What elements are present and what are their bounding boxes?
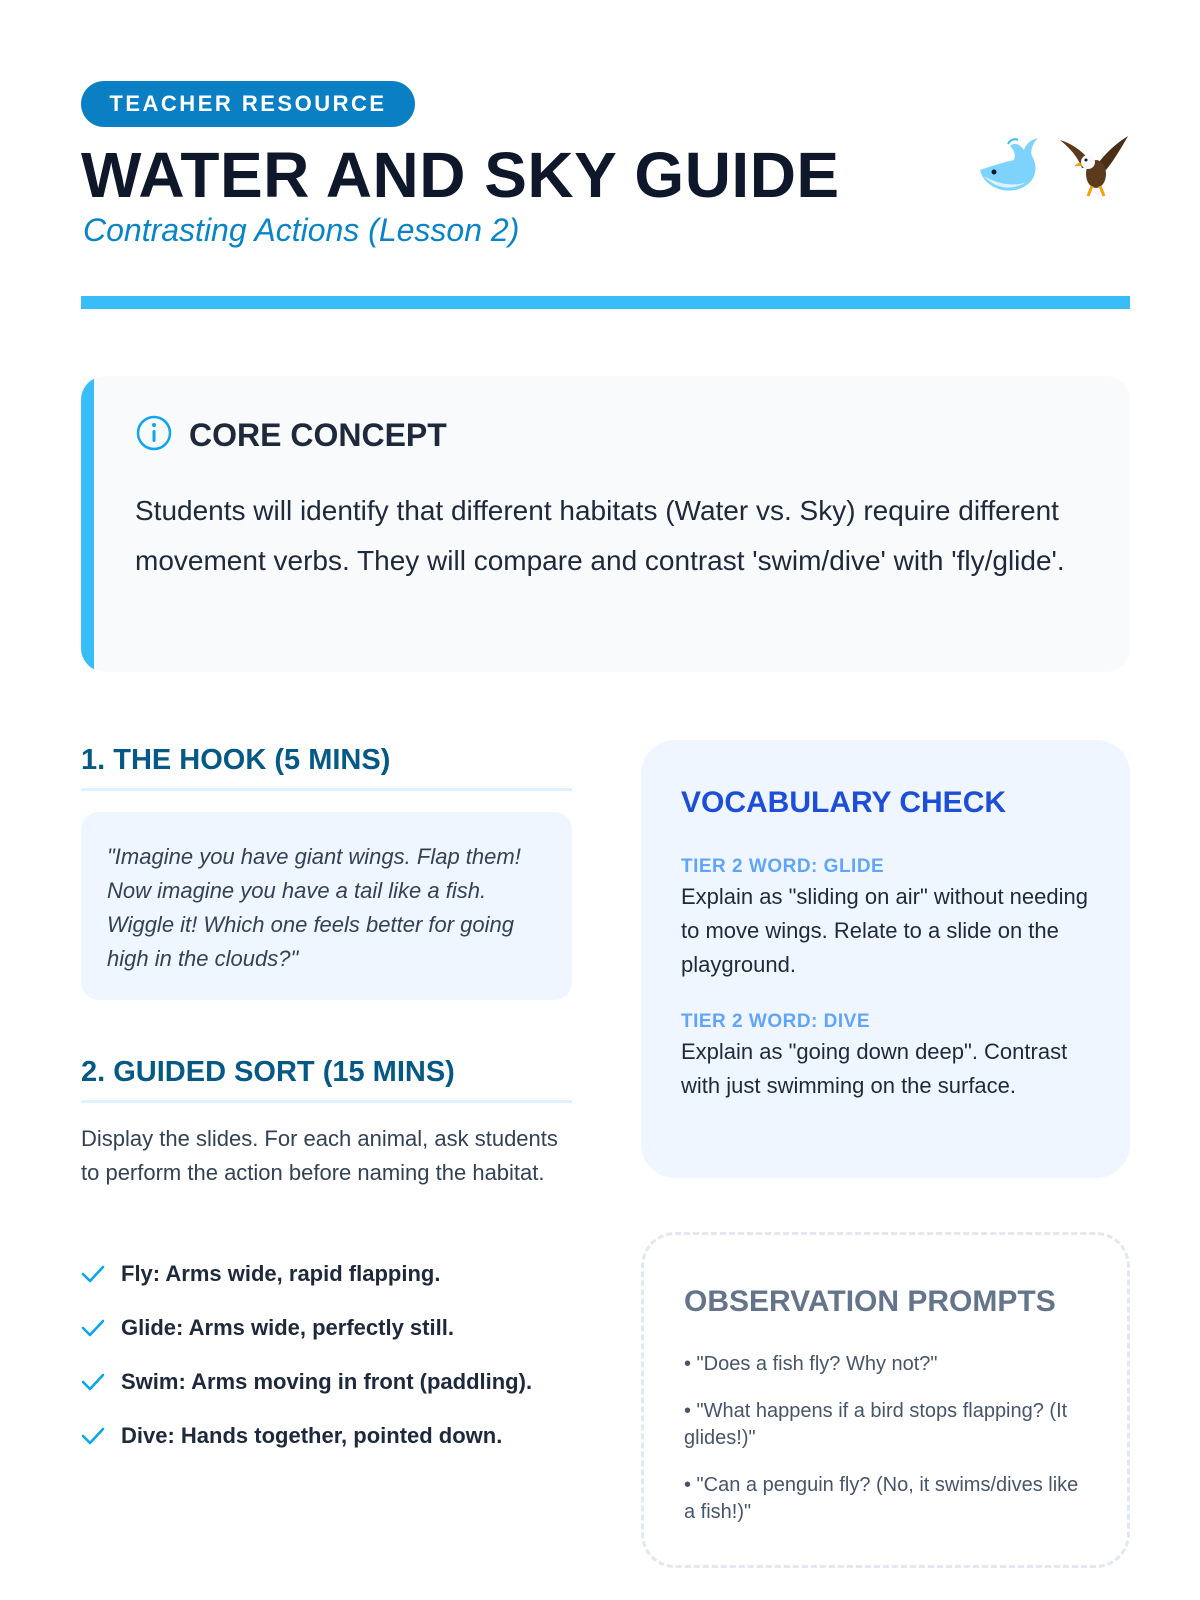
checklist-item-text: Fly: Arms wide, rapid flapping. xyxy=(121,1261,441,1286)
vocabulary-card xyxy=(641,740,1130,1178)
checklist-item-text: Swim: Arms moving in front (paddling). xyxy=(121,1369,533,1394)
checklist-item-text: Glide: Arms wide, perfectly still. xyxy=(121,1315,454,1340)
vocabulary-term-definition: Explain as "sliding on air" without needing to move wings. Relate to a slide on the playground. xyxy=(681,884,1088,977)
header-divider xyxy=(81,296,1130,309)
page xyxy=(81,0,1130,1600)
guided-sort-section-title: 2. GUIDED SORT (15 MINS) xyxy=(81,1054,572,1103)
checklist-item xyxy=(81,1247,572,1301)
observation-title: OBSERVATION PROMPTS xyxy=(684,1285,1056,1318)
hook-section-title: 1. THE HOOK (5 MINS) xyxy=(81,742,572,791)
observation-prompt: • "Can a penguin fly? (No, it swims/dives like a fish!)" xyxy=(684,1474,1079,1523)
action-checklist xyxy=(81,1247,572,1463)
vocabulary-term-label: TIER 2 WORD: GLIDE xyxy=(681,856,885,877)
check-icon xyxy=(81,1264,107,1284)
core-concept-text: Students will identify that different habitats (Water vs. Sky) require different movement verbs. They will compare and contrast 'swim/dive' with 'fly/glide'. xyxy=(135,495,1065,576)
whale-icon xyxy=(974,132,1044,204)
info-icon xyxy=(135,414,173,457)
checklist-item xyxy=(81,1409,572,1463)
check-icon xyxy=(81,1372,107,1392)
observation-prompt: • "What happens if a bird stops flapping? (It glides!)" xyxy=(684,1400,1068,1449)
core-concept-card xyxy=(81,376,1130,672)
hook-quote: "Imagine you have giant wings. Flap them! Now imagine you have a tail like a fish. Wiggle it! Which one feels better for going high in the clouds?" xyxy=(107,844,521,971)
core-concept-title: CORE CONCEPT xyxy=(189,417,447,453)
vocabulary-term-label: TIER 2 WORD: DIVE xyxy=(681,1011,871,1032)
check-icon xyxy=(81,1426,107,1446)
page-title: WATER AND SKY GUIDE xyxy=(81,139,840,211)
core-concept-accent-bar xyxy=(81,376,94,672)
checklist-item xyxy=(81,1355,572,1409)
core-concept-header xyxy=(135,414,447,457)
guided-sort-description: Display the slides. For each animal, ask students to perform the action before naming the habitat. xyxy=(81,1126,558,1185)
eagle-icon xyxy=(1058,132,1130,204)
check-icon xyxy=(81,1318,107,1338)
hook-quote-box xyxy=(81,812,572,1000)
page-subtitle: Contrasting Actions (Lesson 2) xyxy=(83,212,520,248)
observation-prompts-card xyxy=(641,1232,1130,1568)
observation-prompt: • "Does a fish fly? Why not?" xyxy=(684,1353,938,1375)
observation-list xyxy=(684,1351,1094,1546)
vocabulary-term-definition: Explain as "going down deep". Contrast with just swimming on the surface. xyxy=(681,1039,1068,1098)
vocabulary-title: VOCABULARY CHECK xyxy=(681,786,1007,819)
vocabulary-term xyxy=(681,854,1091,982)
checklist-item-text: Dive: Hands together, pointed down. xyxy=(121,1423,503,1448)
checklist-item xyxy=(81,1301,572,1355)
header-icons xyxy=(974,132,1130,204)
vocabulary-term xyxy=(681,1009,1091,1103)
resource-badge: TEACHER RESOURCE xyxy=(81,81,415,127)
